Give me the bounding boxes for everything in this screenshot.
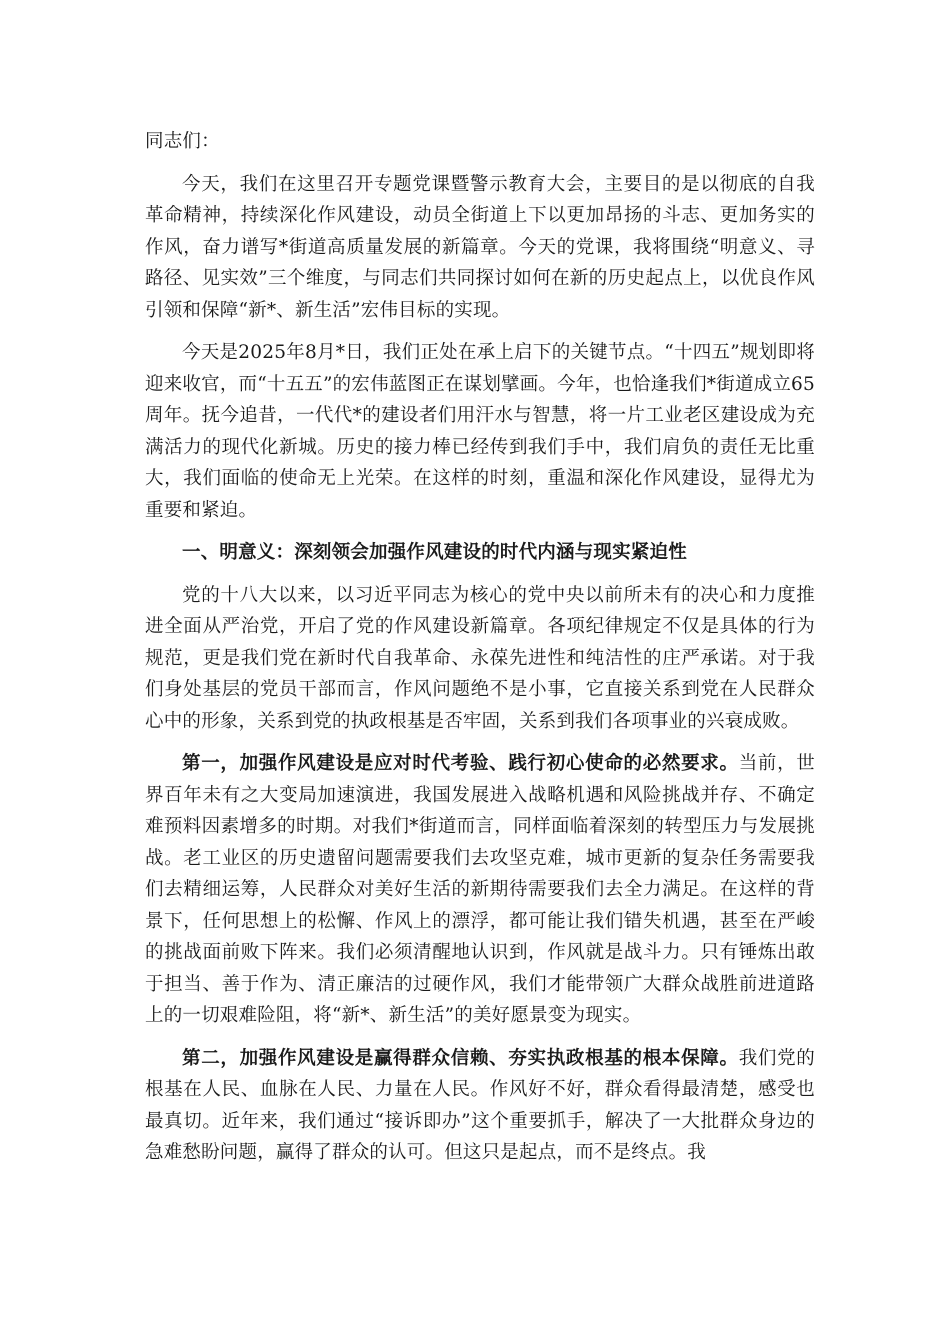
greeting: 同志们： [145,131,220,152]
point-one-paragraph [145,748,815,1032]
section-paragraph: 党的十八大以来，以习近平同志为核心的党中央以前所未有的决心和力度推进全面从严治党，开启了党的作风建设新篇章。各项纪律规定不仅是具体的行为规范，更是我们党在新时代自我革命、永葆先进性和纯洁性的庄严承诺。对于我们身处基层的党员干部而言，作风问题绝不是小事，它直接关系到党在人民群众心中的形象，关系到党的执政根基是否牢固，关系到我们各项事业的兴衰成败。 [145,584,815,732]
point-two-body: 我们党的根基在人民、血脉在人民、力量在人民。作风好不好，群众看得最清楚，感受也最真切。近年来，我们通过“接诉即办”这个重要抓手，解决了一大批群众身边的急难愁盼问题，赢得了群众的认可。但这只是起点，而不是终点。我 [145,1047,815,1163]
intro-paragraph: 今天，我们在这里召开专题党课暨警示教育大会，主要目的是以彻底的自我革命精神，持续深化作风建设，动员全街道上下以更加昂扬的斗志、更加务实的作风，奋力谱写*街道高质量发展的新篇章。今天的党课，我将围绕“明意义、寻路径、见实效”三个维度，与同志们共同探讨如何在新的历史起点上，以优良作风引领和保障“新*、新生活”宏伟目标的实现。 [145,173,815,321]
point-two-lead: 第二，加强作风建设是赢得群众信赖、夯实执政根基的根本保障。 [182,1047,739,1069]
point-two-paragraph [145,1043,815,1169]
document-body [145,126,815,1180]
section-heading: 一、明意义：深刻领会加强作风建设的时代内涵与现实紧迫性 [182,542,687,563]
context-paragraph: 今天是2025年8月*日，我们正处在承上启下的关键节点。“十四五”规划即将迎来收官，而“十五五”的宏伟蓝图正在谋划擘画。今年，也恰逢我们*街道成立65周年。抚今追昔，一代代*的建设者们用汗水与智慧，将一片工业老区建设成为充满活力的现代化新城。历史的接力棒已经传到我们手中，我们肩负的责任无比重大，我们面临的使命无上光荣。在这样的时刻，重温和深化作风建设，显得尤为重要和紧迫。 [145,342,815,521]
point-one-lead: 第一，加强作风建设是应对时代考验、践行初心使命的必然要求。 [182,753,739,774]
point-one-body: 当前，世界百年未有之大变局加速演进，我国发展进入战略机遇和风险挑战并存、不确定难预料因素增多的时期。对我们*街道而言，同样面临着深刻的转型压力与发展挑战。老工业区的历史遗留问题需要我们去攻坚克难，城市更新的复杂任务需要我们去精细运筹，人民群众对美好生活的新期待需要我们去全力满足。在这样的背景下，任何思想上的松懈、作风上的漂浮，都可能让我们错失机遇，甚至在严峻的挑战面前败下阵来。我们必须清醒地认识到，作风就是战斗力。只有锤炼出敢于担当、善于作为、清正廉洁的过硬作风，我们才能带领广大群众战胜前进道路上的一切艰难险阻，将“新*、新生活”的美好愿景变为现实。 [145,753,815,1026]
